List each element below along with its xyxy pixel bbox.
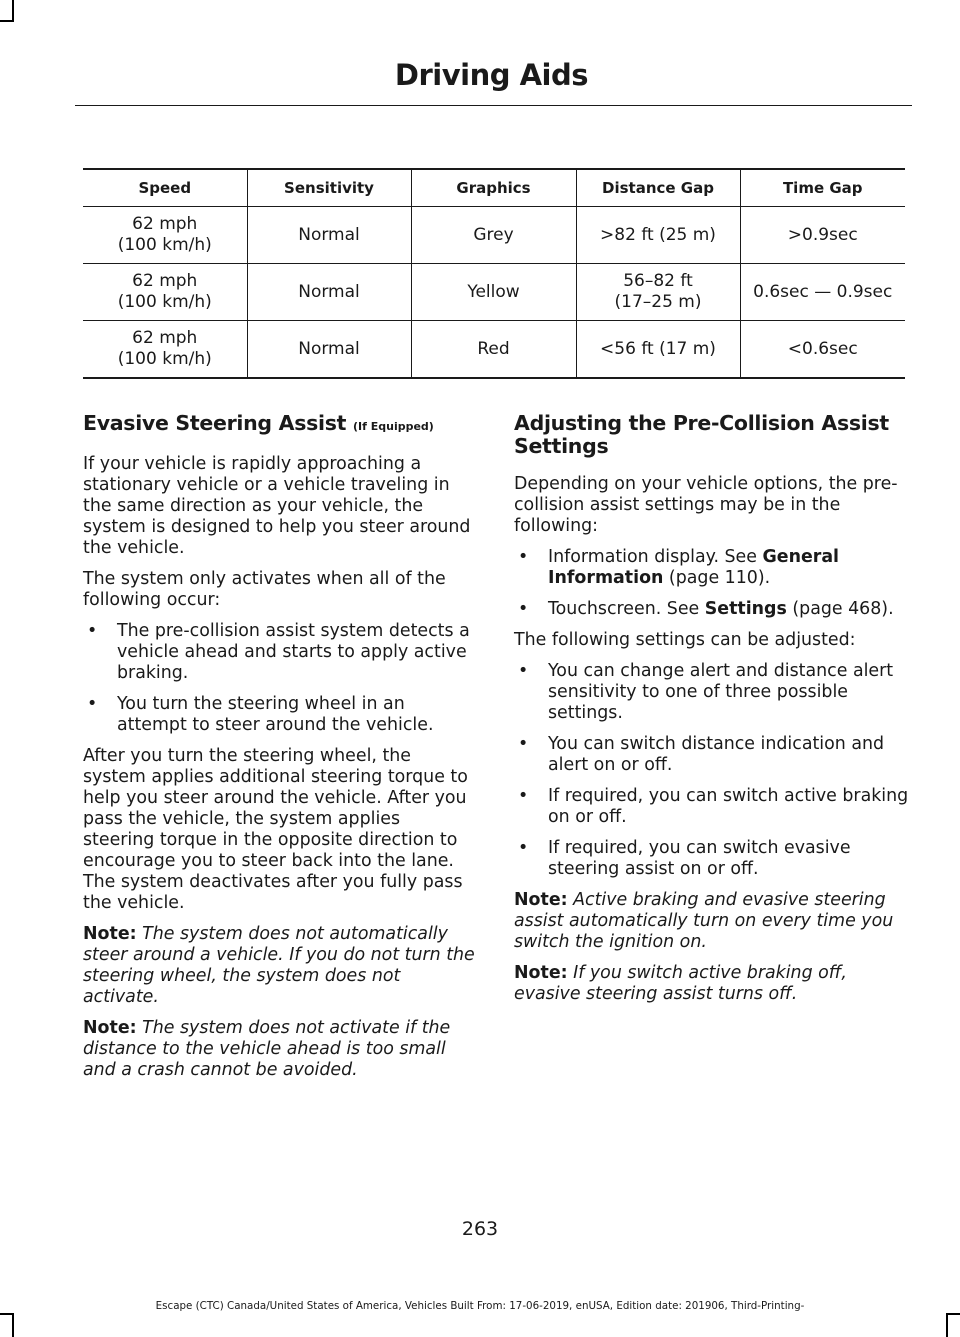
cell-sensitivity: Normal: [247, 207, 411, 264]
left-column: [83, 412, 475, 1091]
cell-graphics: Red: [411, 321, 576, 379]
bullet-icon: •: [518, 661, 529, 681]
speed-mph: 62 mph: [132, 271, 198, 291]
crop-mark-top-left: [12, 0, 14, 22]
note-label: Note:: [514, 890, 568, 910]
header-sensitivity: Sensitivity: [247, 169, 411, 207]
heading-text: Evasive Steering Assist: [83, 411, 347, 435]
table-row: [83, 321, 905, 379]
list-item: [83, 694, 475, 736]
bullet-icon: •: [518, 599, 529, 619]
header-graphics: Graphics: [411, 169, 576, 207]
note: [83, 1018, 475, 1081]
list-item: [514, 661, 910, 724]
list-item: [514, 599, 910, 620]
page-number: 263: [461, 1218, 499, 1240]
list-item-text: Information display. See: [548, 547, 763, 567]
list-item: [514, 547, 910, 589]
list-item-text: You can change alert and distance alert sensitivity to one of three possible settings.: [548, 661, 894, 723]
list-item: [83, 621, 475, 684]
note: [83, 924, 475, 1008]
speed-kmh: (100 km/h): [117, 235, 212, 255]
table-row: [83, 264, 905, 321]
distance-value-metric: (17–25 m): [614, 292, 702, 312]
bullet-list: [83, 621, 475, 736]
bullet-icon: •: [518, 734, 529, 754]
header-divider: [75, 105, 912, 106]
note-label: Note:: [83, 1018, 137, 1038]
cross-reference-link[interactable]: General Information: [548, 547, 840, 588]
cell-time-gap: 0.6sec — 0.9sec: [740, 264, 905, 321]
bullet-icon: •: [518, 838, 529, 858]
cell-speed: [83, 207, 247, 264]
bullet-list: [514, 661, 910, 880]
footer-text: Escape (CTC) Canada/United States of America, Vehicles Built From: 17-06-2019, enUSA, Edition date: 201906, Third-Printing-: [155, 1300, 805, 1312]
table-header-row: [83, 169, 905, 207]
crop-mark-top-left: [0, 20, 14, 22]
crop-mark-bottom-right: [946, 1313, 948, 1337]
list-item-text: You turn the steering wheel in an attempt to steer around the vehicle.: [117, 694, 434, 735]
distance-value: >82 ft (25 m): [600, 224, 716, 245]
cross-reference-link[interactable]: Settings: [704, 599, 787, 619]
header-speed: Speed: [83, 169, 247, 207]
header-time-gap: Time Gap: [740, 169, 905, 207]
cell-speed: [83, 321, 247, 379]
distance-value: <56 ft (17 m): [600, 338, 716, 359]
cell-distance-gap: [576, 321, 740, 379]
list-item-text: If required, you can switch active braking on or off.: [548, 786, 909, 827]
list-item-text: The pre-collision assist system detects a vehicle ahead and starts to apply active braking.: [117, 621, 470, 683]
bullet-list: [514, 547, 910, 620]
page-reference: (page 468).: [786, 599, 894, 619]
cell-speed: [83, 264, 247, 321]
bullet-icon: •: [87, 694, 98, 714]
right-column: [514, 412, 910, 1015]
note-text: The system does not automatically steer around a vehicle. If you do not turn the steering wheel, the system does not activate.: [83, 924, 475, 1007]
bullet-icon: •: [87, 621, 98, 641]
cell-sensitivity: Normal: [247, 321, 411, 379]
bullet-icon: •: [518, 786, 529, 806]
list-item: [514, 734, 910, 776]
cell-time-gap: <0.6sec: [740, 321, 905, 379]
cell-graphics: Yellow: [411, 264, 576, 321]
distance-gap-table: [83, 168, 905, 379]
list-item-text: Touchscreen. See: [548, 599, 705, 619]
if-equipped-label: (If Equipped): [353, 420, 434, 433]
note: [514, 890, 910, 953]
page-reference: (page 110).: [663, 568, 771, 588]
paragraph: After you turn the steering wheel, the system applies additional steering torque to help you steer around the vehicle. After you pass the vehicle, the system applies steering torque in the opposite direction to encourage you to steer back into the lane. The system deactivates after you fully pass the vehicle.: [83, 746, 468, 913]
paragraph: The system only activates when all of the following occur:: [83, 569, 446, 610]
list-item: [514, 838, 910, 880]
crop-mark-bottom-left: [12, 1313, 14, 1337]
section-heading-pre-collision-settings: Adjusting the Pre-Collision Assist Settings: [514, 411, 889, 458]
list-item-text: If required, you can switch evasive steering assist on or off.: [548, 838, 851, 879]
cell-sensitivity: Normal: [247, 264, 411, 321]
table-row: [83, 207, 905, 264]
crop-mark-bottom-right: [946, 1313, 960, 1315]
cell-distance-gap: [576, 207, 740, 264]
list-item-text: You can switch distance indication and alert on or off.: [548, 734, 885, 775]
note-text: Active braking and evasive steering assist automatically turn on every time you switch the ignition on.: [514, 890, 894, 952]
cell-time-gap: >0.9sec: [740, 207, 905, 264]
note-label: Note:: [83, 924, 137, 944]
note-label: Note:: [514, 963, 568, 983]
paragraph: If your vehicle is rapidly approaching a stationary vehicle or a vehicle traveling in the same direction as your vehicle, the system is designed to help you steer around the vehicle.: [83, 454, 471, 558]
speed-kmh: (100 km/h): [117, 292, 212, 312]
cell-distance-gap: [576, 264, 740, 321]
speed-kmh: (100 km/h): [117, 349, 212, 369]
note-text: The system does not activate if the distance to the vehicle ahead is too small and a crash cannot be avoided.: [83, 1018, 451, 1080]
cell-graphics: Grey: [411, 207, 576, 264]
note: [514, 963, 910, 1005]
list-item: [514, 786, 910, 828]
speed-mph: 62 mph: [132, 214, 198, 234]
speed-mph: 62 mph: [132, 328, 198, 348]
crop-mark-bottom-left: [0, 1313, 14, 1315]
page-title: Driving Aids: [394, 58, 588, 92]
paragraph: Depending on your vehicle options, the pre-collision assist settings may be in the following:: [514, 474, 898, 536]
bullet-icon: •: [518, 547, 529, 567]
note-text: If you switch active braking off, evasive steering assist turns off.: [514, 963, 847, 1004]
header-distance-gap: Distance Gap: [576, 169, 740, 207]
distance-value: 56–82 ft: [623, 271, 693, 291]
paragraph: The following settings can be adjusted:: [514, 630, 856, 650]
section-heading-evasive-steering: [83, 412, 475, 438]
